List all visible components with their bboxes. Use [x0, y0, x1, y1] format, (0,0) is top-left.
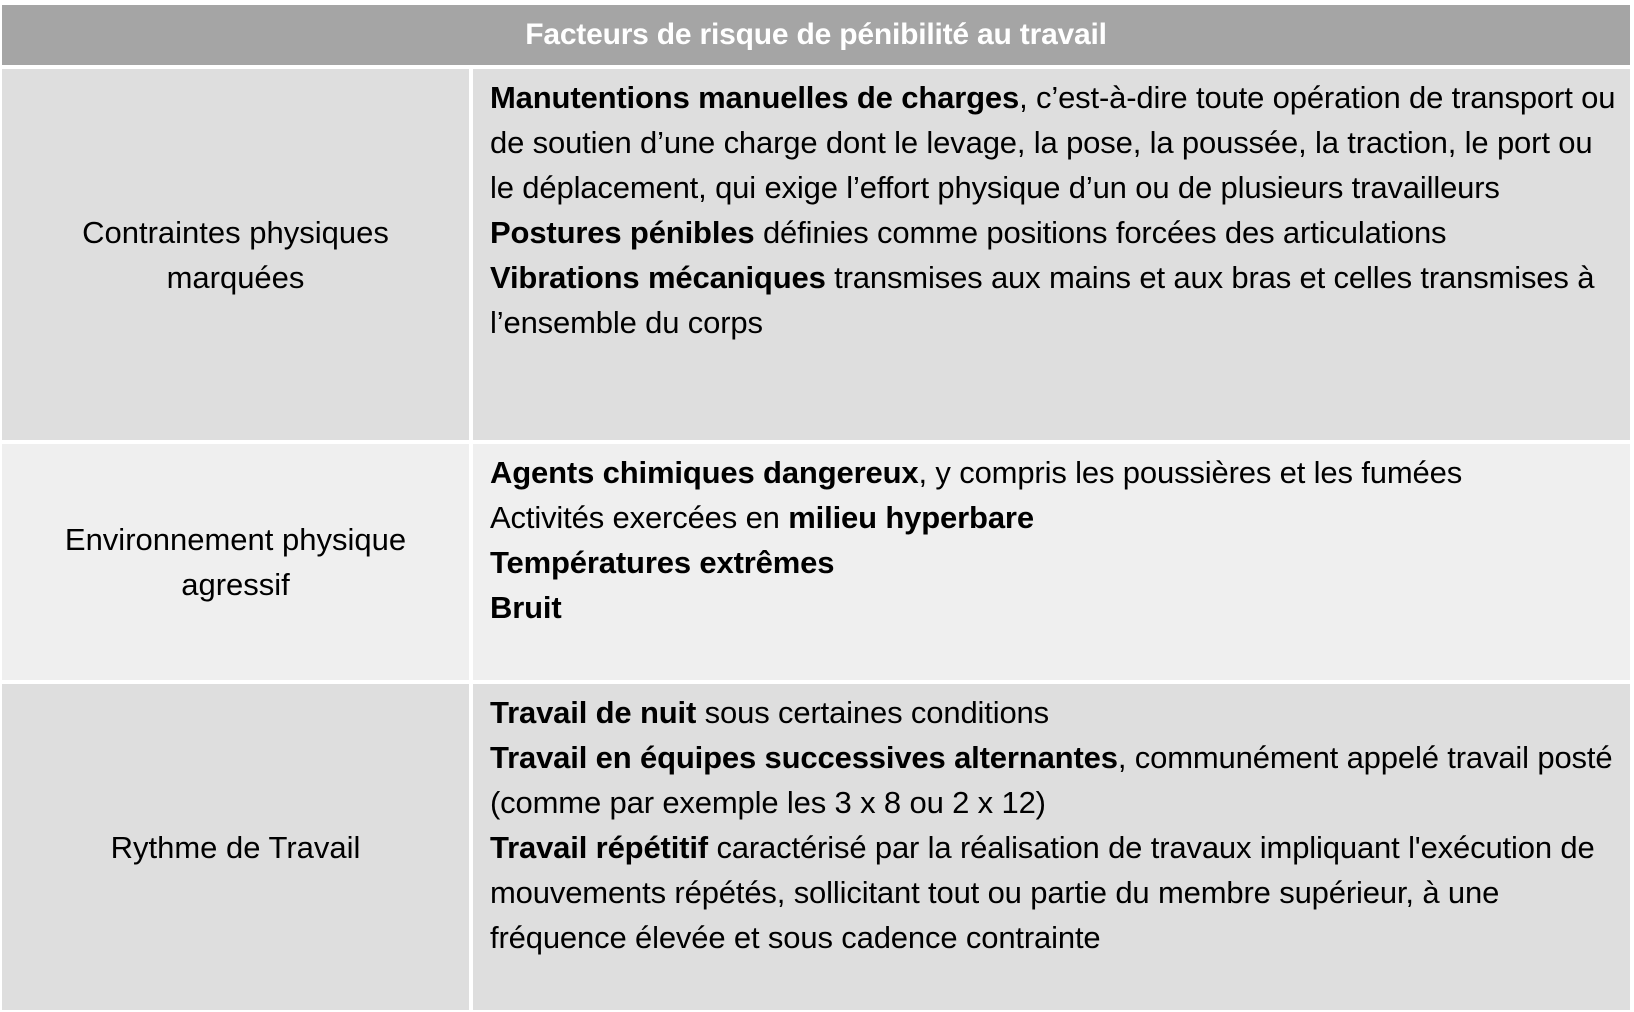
table-row-physical-constraints	[2, 69, 1630, 440]
risk-item: Températures extrêmes	[490, 545, 835, 580]
category-cell: Contraintes physiques marquées	[2, 69, 469, 440]
risk-item: Agents chimiques dangereux, y compris les poussières et les fumées	[490, 455, 1463, 490]
risk-item: Travail répétitif caractérisé par la réalisation de travaux impliquant l'exécution de mouvements répétés, sollicitant tout ou partie du membre supérieur, à une fréquence élevée et sous cadence contrainte	[490, 830, 1595, 955]
risk-item: Activités exercées en milieu hyperbare	[490, 500, 1034, 535]
risk-item: Travail en équipes successives alternantes, communément appelé travail posté (comme par exemple les 3 x 8 ou 2 x 12)	[490, 740, 1613, 820]
table-row-work-rhythm	[2, 684, 1630, 1010]
risk-item: Bruit	[490, 590, 562, 625]
category-cell: Environnement physique agressif	[2, 444, 469, 680]
description-cell	[473, 69, 1630, 440]
description-cell	[473, 684, 1630, 1010]
risk-factors-table	[0, 4, 1634, 1012]
description-cell	[473, 444, 1630, 680]
table-title: Facteurs de risque de pénibilité au travail	[2, 5, 1630, 65]
risk-item: Travail de nuit sous certaines conditions	[490, 695, 1050, 730]
risk-item: Manutentions manuelles de charges, c’est-à-dire toute opération de transport ou de soutien d’une charge dont le levage, la pose, la poussée, la traction, le port ou le déplacement, qui exige l’effort physique d’un ou de plusieurs travailleurs	[490, 80, 1616, 205]
risk-item: Vibrations mécaniques transmises aux mains et aux bras et celles transmises à l’ensemble du corps	[490, 260, 1595, 340]
category-cell: Rythme de Travail	[2, 684, 469, 1010]
table-row-aggressive-environment	[2, 444, 1630, 680]
risk-item: Postures pénibles définies comme positions forcées des articulations	[490, 215, 1447, 250]
